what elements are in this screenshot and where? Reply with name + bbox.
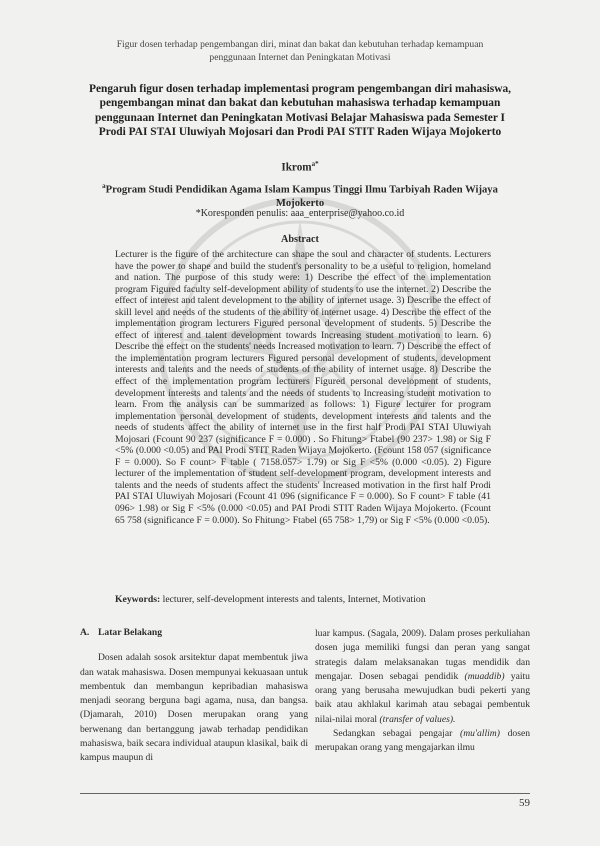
keywords-text: lecturer, self-development interests and talents, Internet, Motivation [162, 594, 426, 605]
section-title: Latar Belakang [98, 627, 163, 638]
section-heading [80, 626, 308, 640]
title-line-2: pengembangan minat dan bakat dan kebutuhan mahasiswa terhadap kemampuan [99, 97, 501, 110]
author [0, 160, 600, 174]
term-muaddib: (muaddib) [464, 670, 505, 682]
running-head [70, 38, 530, 64]
right-text-1b: yaitu orang yang berusaha mewujudkan budi pekerti yang baik atau akhlakul karimah atau sebagai pembentuk nilai-nilai moral [315, 670, 530, 725]
right-paragraph-1 [315, 627, 530, 727]
paper-title [62, 82, 538, 140]
keywords [115, 594, 515, 606]
right-text-2b: dosen merupakan orang yang mengajarkan ilmu [315, 728, 530, 754]
term-muallim: (mu'allim) [460, 728, 500, 740]
term-transfer-of-values: (transfer of values). [379, 713, 456, 725]
right-column [315, 627, 530, 756]
title-line-1: Pengaruh figur dosen terhadap implementasi program pengembangan diri mahasiswa, [88, 83, 511, 95]
keywords-label: Keywords: [115, 594, 161, 605]
affiliation-line-1: Program Studi Pendidikan Agama Islam Kampus Tinggi Ilmu Tarbiyah Raden Wijaya [105, 184, 498, 196]
corresponding-author: *Koresponden penulis: aaa_enterprise@yahoo.co.id [195, 208, 405, 219]
running-head-line-1: Figur dosen terhadap pengembangan diri, minat dan bakat dan kebutuhan terhadap kemampuan [116, 39, 484, 50]
affiliation-line-2: Mojokerto [275, 197, 325, 209]
section-number: A. [80, 627, 90, 638]
title-line-4: Prodi PAI STAI Uluwiyah Mojosari dan Prodi PAI STIT Raden Wijaya Mojokerto [98, 126, 502, 139]
author-name: Ikrom [281, 161, 312, 174]
affiliation-mark: a [102, 182, 106, 190]
title-line-3: penggunaan Internet dan Peningkatan Motivasi Belajar Mahasiswa pada Semester I [95, 111, 505, 124]
abstract-text: Lecturer is the figure of the architecture can shape the soul and character of students. Lecturers have the power to shape and build the student's personality to be a useful to religion, homeland and nation. The purpose of this study were: 1) Describe the effect of the implementation program Figured faculty self-development ability of students to use the internet. 2) Describe the effect of interest and talent development to the ability of internet usage. 3) Describe the effect of skill level and needs of the students of the ability of internet usage. 4) Describe the effect of the implementation program lecturers Figured personal development of students. 5) Describe the effect of interest and talent development towards Increasing student motivation to learn. 6) Describe the effect on the students' needs Increased motivation to learn. 7) Describe the effect of the implementation program lecturers Figured personal development of students, development interests and talents and the needs of students of the ability of internet usage. 8) Describe the effect of the implementation program lecturers Figured personal development of students, development interests and talents and the needs of students to Increasing student motivation to learn. From the analysis can be summarized as follows: 1) Figure lecturer for program implementation personal development of students, development interests and talents and the needs of students affect the ability of internet use in the first half Prodi PAI STAI Uluwiyah Mojosari (Fcount 90 237 (significance F = 0.000) . So Fhitung> Ftabel (90 237> 1.98) or Sig F <5% (0.000 <0.05) and PAI Prodi STIT Raden Wijaya Mojokerto. (Fcount 158 057 (significance F = 0.000). So F count> F table ( 7158.057> 1.79) or Sig F <5% (0.000 <0.05). 2) Figure lecturer of the implementation of student self-development program, development interests and talents and the needs of students affect the students' Increased motivation in the first half Prodi PAI STAI Uluwiyah Mojosari (Fcount 41 096 (significance F = 0.000). So F count> F table (41 096> 1.98) or Sig F <5% (0.000 <0.05) and PAI Prodi STIT Raden Wijaya Mojokerto. (Fcount 65 758 (significance F = 0.000). So Fhitung> Ftabel (65 758> 1,79) or Sig F <5% (0.000 <0.05). [115, 249, 491, 526]
left-paragraph: Dosen adalah sosok arsitektur dapat membentuk jiwa dan watak mahasiswa. Dosen mempunyai kekuasaan untuk membentuk dan membangun kepribadian mahasiswa menjadi seorang berguna bagi agama, nusa, dan bangsa. (Djamarah, 2010) Dosen merupakan orang yang berwenang dan bertanggung jawab terhadap pendidikan mahasiswa, baik secara individual ataupun klasikal, baik di kampus maupun di [80, 652, 308, 764]
running-head-line-2: penggunaan Internet dan Peningkatan Motivasi [209, 52, 391, 63]
footer-rule [80, 793, 530, 794]
right-text-2: Sedangkan sebagai pengajar [333, 728, 461, 740]
right-text-1: luar kampus. (Sagala, 2009). Dalam proses perkuliahan dosen juga memiliki fungsi dan peran yang sangat strategis dalam melaksanakan tugas mendidik dan mengajar. Dosen sebagai pendidik [315, 628, 530, 682]
right-paragraph-2 [315, 727, 530, 756]
abstract-heading: Abstract [281, 234, 319, 245]
author-mark: a* [311, 160, 319, 168]
left-column [80, 626, 308, 766]
page-number: 59 [519, 797, 530, 809]
affiliation [70, 180, 530, 210]
